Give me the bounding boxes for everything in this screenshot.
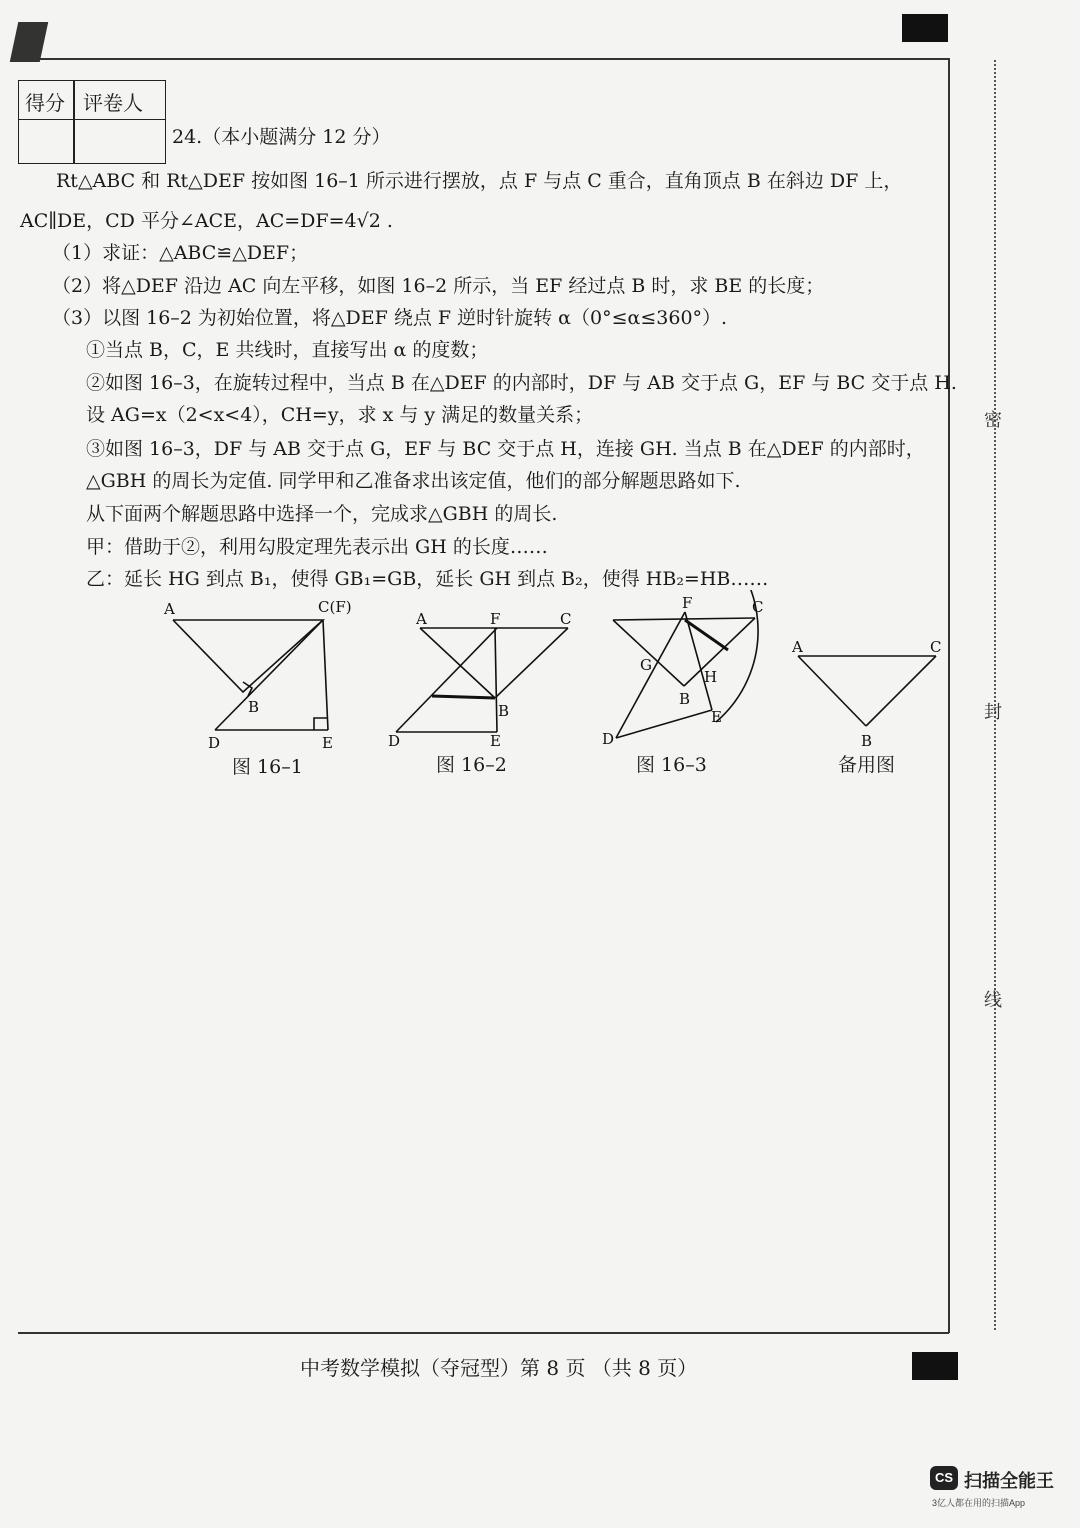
question-line-5: （3）以图 16–2 为初始位置，将△DEF 绕点 F 逆时针旋转 α（0°≤α≤360°）. (52, 307, 728, 329)
fig3-label-E: E (711, 708, 722, 726)
fig2-label-B: B (498, 702, 510, 720)
fig1-label-B: B (248, 698, 260, 716)
margin-char-xian: 线 (984, 990, 1002, 1011)
scanner-logo-icon: CS (930, 1466, 958, 1490)
question-line-4: （2）将△DEF 沿边 AC 向左平移，如图 16–2 所示，当 EF 经过点 B 时，求 BE 的长度； (52, 275, 825, 297)
fig2-label-E: E (490, 732, 501, 750)
fig3-label-B: B (679, 690, 691, 708)
grader-label: 评卷人 (83, 91, 143, 115)
score-table (18, 80, 166, 164)
fig2-label-D: D (388, 732, 401, 750)
fig2-label-A: A (416, 610, 427, 628)
page-frame-top (18, 58, 949, 60)
question-line-11: 从下面两个解题思路中选择一个，完成求△GBH 的周长. (86, 503, 558, 525)
question-number: 24.（本小题满分 12 分） (172, 126, 391, 148)
registration-mark-top-left (10, 22, 49, 62)
fig2-label-F: F (490, 610, 501, 628)
fig1-label-E: E (322, 734, 333, 752)
registration-mark-bottom-right (912, 1352, 958, 1380)
fig4-caption: 备用图 (838, 754, 896, 776)
fig2-caption: 图 16–2 (436, 754, 507, 776)
question-line-6: ①当点 B，C，E 共线时，直接写出 α 的度数； (86, 339, 489, 361)
binding-dotted-line (994, 60, 996, 1330)
fig3-caption: 图 16–3 (636, 754, 707, 776)
question-line-1: Rt△ABC 和 Rt△DEF 按如图 16–1 所示进行摆放，点 F 与点 C 重合，直角顶点 B 在斜边 DF 上， (56, 170, 903, 192)
scanner-brand-name: 扫描全能王 (964, 1471, 1054, 1491)
question-line-2: AC∥DE，CD 平分∠ACE，AC=DF=4√2 . (20, 210, 393, 232)
question-line-10: △GBH 的周长为定值. 同学甲和乙准备求出该定值，他们的部分解题思路如下. (86, 470, 741, 492)
score-label: 得分 (25, 91, 65, 115)
figure-16-3 (613, 590, 758, 738)
fig4-label-C: C (930, 638, 942, 656)
fig4-label-A: A (792, 638, 803, 656)
fig3-label-G: G (640, 656, 652, 674)
scanner-slogan: 3亿人都在用的扫描App (932, 1498, 1026, 1508)
fig1-label-D: D (208, 734, 221, 752)
fig3-label-H: H (704, 668, 718, 686)
registration-mark-top-right (902, 14, 948, 42)
margin-char-mi: 密 (984, 410, 1002, 431)
score-table-divider (73, 81, 75, 163)
question-line-9: ③如图 16–3，DF 与 AB 交于点 G，EF 与 BC 交于点 H，连接 GH. 当点 B 在△DEF 的内部时， (86, 438, 925, 460)
fig3-label-C: C (752, 598, 764, 616)
figure-16-2 (396, 628, 568, 732)
margin-char-feng: 封 (984, 702, 1002, 723)
fig1-caption: 图 16–1 (232, 756, 303, 778)
question-line-12: 甲：借助于②，利用勾股定理先表示出 GH 的长度…… (86, 536, 548, 558)
page-footer: 中考数学模拟（夺冠型）第 8 页 （共 8 页） (300, 1356, 698, 1380)
question-line-7: ②如图 16–3，在旋转过程中，当点 B 在△DEF 的内部时，DF 与 AB 交于点 G，EF 与 BC 交于点 H. (86, 372, 957, 394)
fig4-label-B: B (861, 732, 873, 750)
fig2-label-C: C (560, 610, 572, 628)
fig3-label-F: F (682, 594, 693, 612)
question-line-13: 乙：延长 HG 到点 B₁，使得 GB₁=GB，延长 GH 到点 B₂，使得 HB₂=HB…… (86, 568, 769, 590)
fig1-label-A: A (164, 600, 175, 618)
question-line-8: 设 AG=x（2<x<4），CH=y，求 x 与 y 满足的数量关系； (86, 404, 594, 426)
figure-spare (798, 656, 936, 726)
fig1-label-CF: C(F) (318, 598, 352, 616)
fig3-label-D: D (602, 730, 615, 748)
page-frame-bottom (18, 1332, 949, 1334)
question-line-3: （1）求证：△ABC≌△DEF； (52, 242, 309, 264)
